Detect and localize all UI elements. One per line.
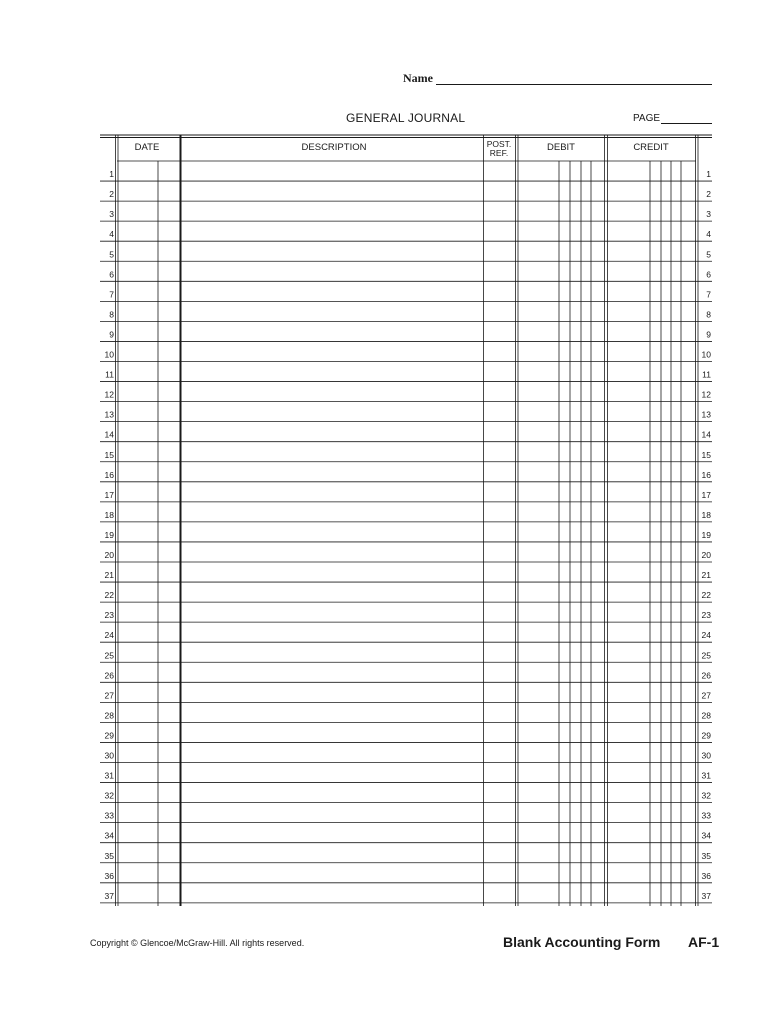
row-number-left: 20: [104, 550, 114, 560]
copyright-notice: Copyright © Glencoe/McGraw-Hill. All rights reserved.: [90, 938, 305, 948]
row-number-left: 12: [104, 389, 114, 400]
row-number-left: 36: [104, 870, 114, 881]
row-number-left: 26: [104, 670, 114, 681]
form-title: Blank Accounting Form: [503, 934, 661, 950]
row-number-left: 4: [109, 229, 114, 240]
row-number-right: 22: [701, 590, 711, 601]
row-number-right: 2: [706, 189, 711, 200]
row-number-right: 14: [701, 429, 711, 440]
row-number-right: 28: [701, 710, 711, 721]
page-label: PAGE: [633, 113, 661, 124]
row-number-right: 1: [706, 169, 711, 180]
row-number-right: 34: [701, 830, 711, 841]
row-number-left: 6: [109, 269, 114, 280]
date-column-header: DATE: [134, 142, 160, 153]
row-number-left: 16: [104, 469, 114, 480]
row-number-right: 30: [701, 750, 711, 761]
row-number-right: 5: [706, 249, 711, 260]
row-number-right: 33: [701, 810, 711, 821]
row-number-left: 14: [104, 429, 114, 440]
row-number-left: 18: [104, 509, 114, 520]
row-number-right: 25: [701, 650, 711, 661]
row-number-right: 36: [701, 870, 711, 881]
row-number-right: 9: [706, 329, 711, 340]
row-number-left: 31: [104, 770, 114, 781]
row-number-right: 3: [706, 209, 711, 220]
row-number-left: 22: [104, 590, 114, 601]
row-number-right: 23: [701, 610, 711, 621]
row-number-right: 27: [701, 690, 711, 701]
row-number-right: 35: [701, 850, 711, 861]
description-column-header: DESCRIPTION: [301, 142, 367, 153]
row-number-right: 24: [701, 630, 711, 641]
row-number-left: 35: [104, 850, 114, 861]
row-number-left: 27: [104, 690, 114, 701]
row-number-right: 10: [701, 349, 711, 360]
row-number-left: 19: [104, 529, 114, 540]
row-number-left: 32: [104, 790, 114, 801]
row-number-right: 19: [701, 529, 711, 540]
row-number-left: 24: [104, 630, 114, 641]
post-ref-column-header-line1: POST.: [486, 139, 512, 149]
row-number-left: 28: [104, 710, 114, 721]
row-number-left: 7: [109, 289, 114, 300]
row-number-right: 11: [702, 369, 711, 380]
row-number-right: 31: [701, 770, 711, 781]
row-number-right: 37: [701, 890, 711, 901]
row-number-right: 7: [706, 289, 711, 300]
row-number-left: 5: [109, 249, 114, 260]
row-number-right: 12: [701, 389, 711, 400]
row-number-right: 13: [701, 409, 711, 420]
row-number-left: 11: [105, 369, 114, 380]
row-number-left: 3: [109, 209, 114, 220]
debit-column-header: DEBIT: [547, 142, 575, 153]
row-number-left: 2: [109, 189, 114, 200]
journal-title: GENERAL JOURNAL: [346, 111, 466, 125]
form-id: AF-1: [688, 934, 720, 950]
row-number-left: 25: [104, 650, 114, 661]
row-number-left: 21: [104, 570, 114, 581]
row-number-left: 15: [104, 449, 114, 460]
row-number-right: 21: [701, 570, 711, 581]
name-label: Name: [403, 71, 433, 85]
row-number-right: 29: [701, 730, 711, 741]
row-number-left: 13: [104, 409, 114, 420]
post-ref-column-header-line2: REF.: [489, 148, 509, 158]
row-number-left: 30: [104, 750, 114, 761]
row-number-right: 8: [706, 309, 711, 320]
row-number-left: 37: [104, 890, 114, 901]
credit-column-header: CREDIT: [633, 142, 669, 153]
row-number-right: 32: [701, 790, 711, 801]
row-number-left: 29: [104, 730, 114, 741]
row-number-left: 10: [104, 349, 114, 360]
row-number-left: 9: [109, 329, 114, 340]
row-number-left: 33: [104, 810, 114, 821]
row-number-left: 1: [109, 169, 114, 180]
row-number-right: 16: [701, 469, 711, 480]
row-number-right: 20: [701, 550, 711, 560]
row-number-right: 15: [701, 449, 711, 460]
row-number-right: 26: [701, 670, 711, 681]
row-number-right: 4: [706, 229, 711, 240]
row-number-right: 18: [701, 509, 711, 520]
row-number-left: 17: [104, 489, 114, 500]
row-number-left: 8: [109, 309, 114, 320]
row-number-left: 23: [104, 610, 114, 621]
row-number-right: 17: [701, 489, 711, 500]
row-number-right: 6: [706, 269, 711, 280]
row-number-left: 34: [104, 830, 114, 841]
